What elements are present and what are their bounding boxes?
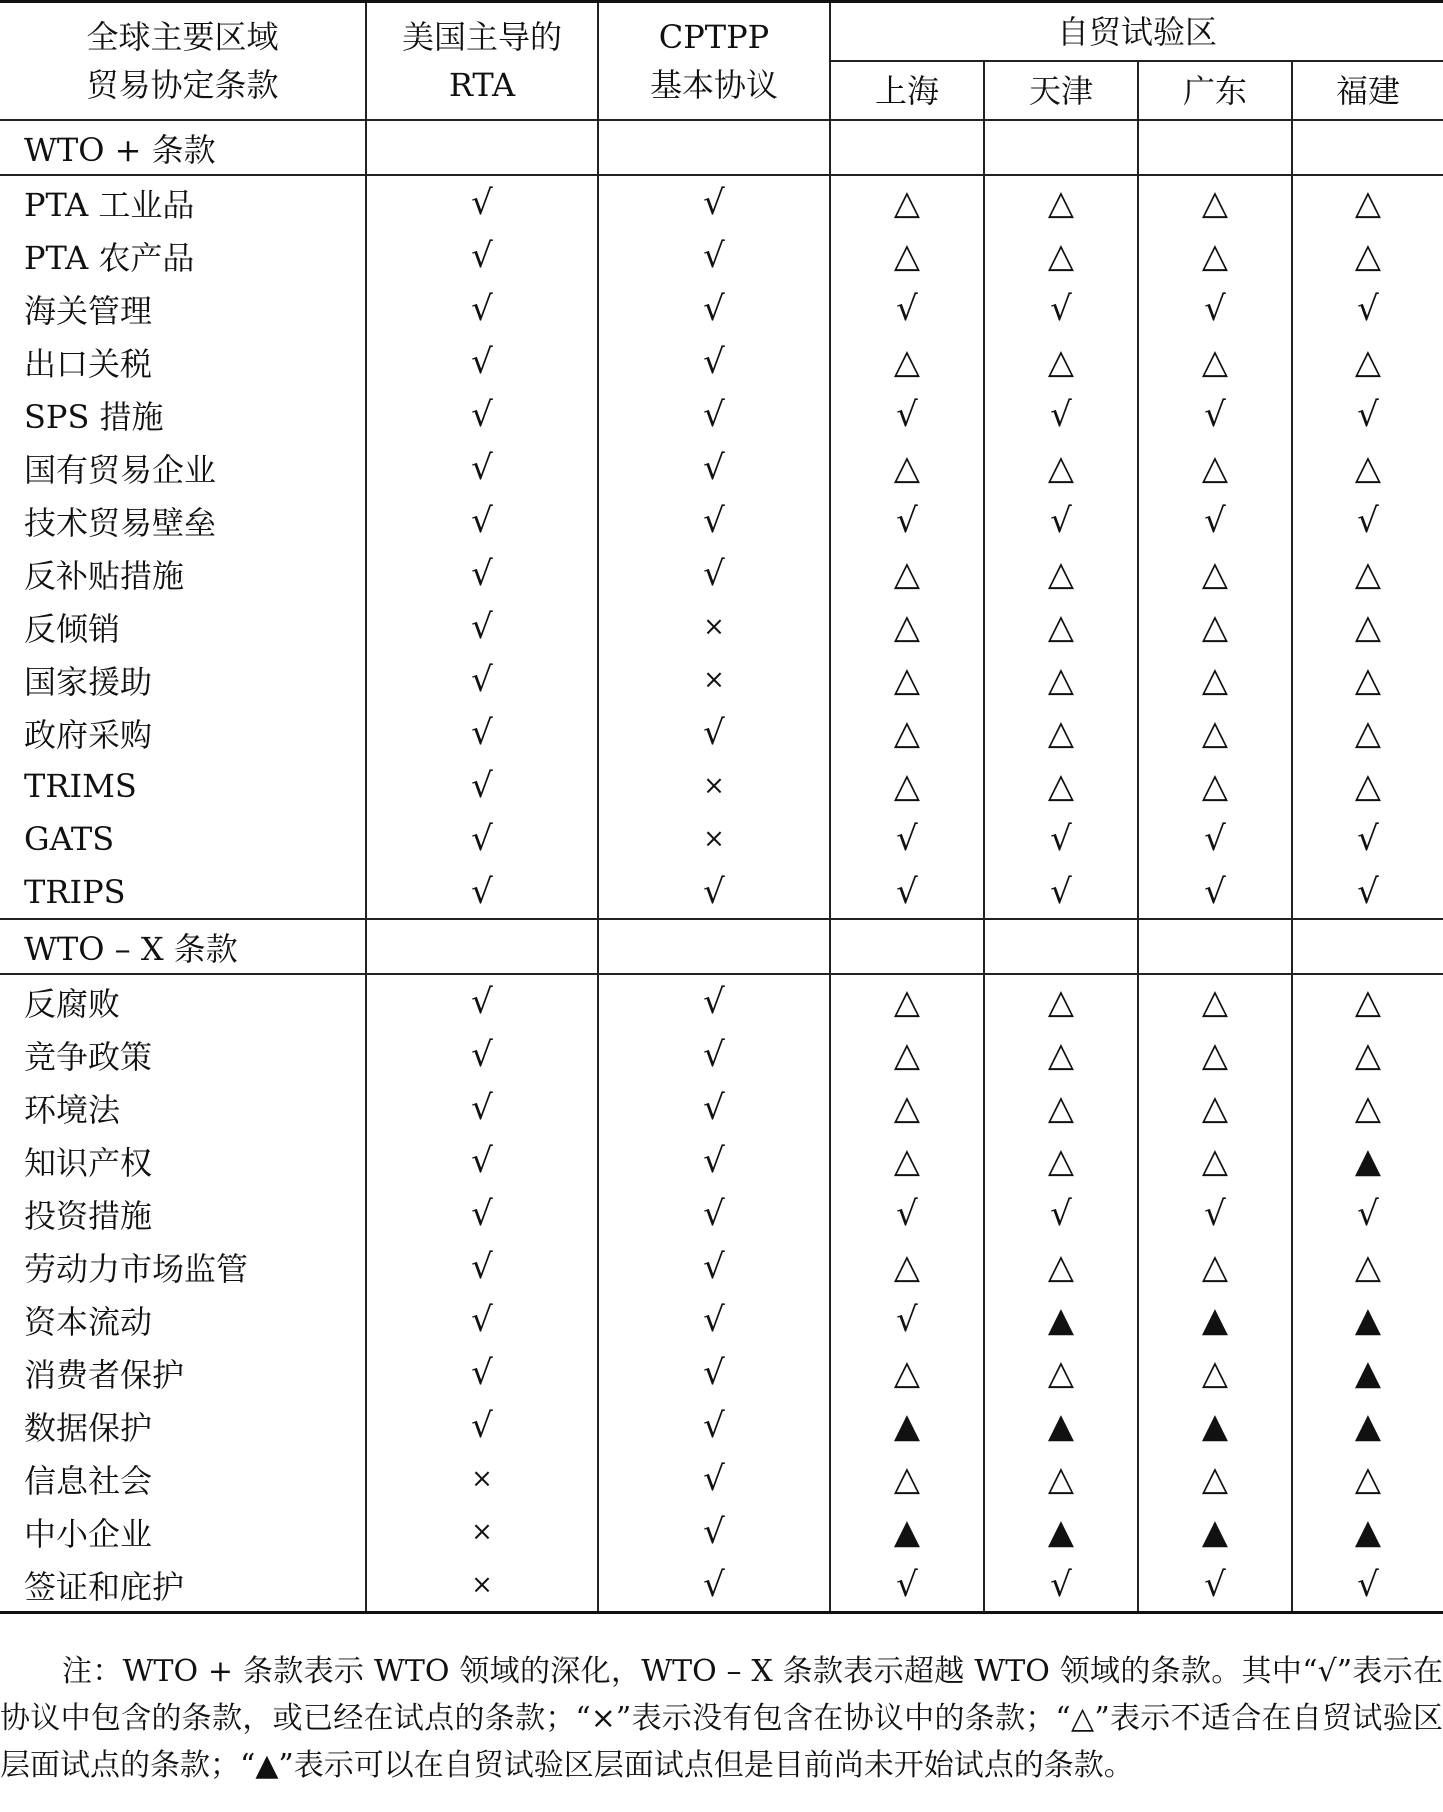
check-mark: √ <box>830 1293 984 1346</box>
row-label: 投资措施 <box>0 1187 366 1240</box>
open-triangle-mark: △ <box>984 441 1138 494</box>
open-triangle-mark: △ <box>830 547 984 600</box>
row-label: 劳动力市场监管 <box>0 1240 366 1293</box>
open-triangle-mark: △ <box>1138 759 1292 812</box>
table-body <box>0 120 1443 1613</box>
cross-mark: × <box>598 653 830 706</box>
row-label: 政府采购 <box>0 706 366 759</box>
check-mark: √ <box>984 1558 1138 1613</box>
table-row <box>0 1558 1443 1613</box>
open-triangle-mark: △ <box>984 1134 1138 1187</box>
table-row <box>0 282 1443 335</box>
open-triangle-mark: △ <box>984 759 1138 812</box>
header-cptpp-line1: CPTPP <box>658 18 770 56</box>
check-mark: √ <box>598 1028 830 1081</box>
check-mark: √ <box>1138 812 1292 865</box>
check-mark: √ <box>984 388 1138 441</box>
cross-mark: × <box>366 1505 598 1558</box>
row-label: 资本流动 <box>0 1293 366 1346</box>
check-mark: √ <box>598 175 830 229</box>
check-mark: √ <box>366 1399 598 1452</box>
table-row <box>0 229 1443 282</box>
check-mark: √ <box>366 388 598 441</box>
section-empty-cell <box>830 919 984 974</box>
check-mark: √ <box>366 706 598 759</box>
check-mark: √ <box>1138 1187 1292 1240</box>
open-triangle-mark: △ <box>1292 759 1443 812</box>
filled-triangle-mark: ▲ <box>830 1505 984 1558</box>
open-triangle-mark: △ <box>1292 1028 1443 1081</box>
check-mark: √ <box>366 547 598 600</box>
open-triangle-mark: △ <box>1138 229 1292 282</box>
check-mark: √ <box>366 335 598 388</box>
check-mark: √ <box>598 335 830 388</box>
check-mark: √ <box>366 1240 598 1293</box>
check-mark: √ <box>830 494 984 547</box>
row-label: 反倾销 <box>0 600 366 653</box>
check-mark: √ <box>830 1558 984 1613</box>
open-triangle-mark: △ <box>830 1134 984 1187</box>
section-title: WTO + 条款 <box>0 120 366 175</box>
check-mark: √ <box>366 282 598 335</box>
check-mark: √ <box>1138 282 1292 335</box>
check-mark: √ <box>598 1346 830 1399</box>
check-mark: √ <box>830 812 984 865</box>
open-triangle-mark: △ <box>1138 1452 1292 1505</box>
open-triangle-mark: △ <box>984 547 1138 600</box>
section-empty-cell <box>1292 120 1443 175</box>
table-row <box>0 600 1443 653</box>
check-mark: √ <box>366 974 598 1028</box>
section-empty-cell <box>1292 919 1443 974</box>
check-mark: √ <box>1292 494 1443 547</box>
check-mark: √ <box>984 494 1138 547</box>
open-triangle-mark: △ <box>1292 441 1443 494</box>
check-mark: √ <box>1292 1187 1443 1240</box>
open-triangle-mark: △ <box>830 441 984 494</box>
row-label: 技术贸易壁垒 <box>0 494 366 547</box>
open-triangle-mark: △ <box>830 1028 984 1081</box>
header-cptpp-column <box>598 2 830 121</box>
filled-triangle-mark: ▲ <box>1292 1134 1443 1187</box>
check-mark: √ <box>598 1399 830 1452</box>
cross-mark: × <box>598 759 830 812</box>
table-row <box>0 706 1443 759</box>
cross-mark: × <box>366 1452 598 1505</box>
header-clause-line1: 全球主要区域 <box>86 18 279 56</box>
table-row <box>0 1452 1443 1505</box>
check-mark: √ <box>984 865 1138 919</box>
open-triangle-mark: △ <box>984 1081 1138 1134</box>
open-triangle-mark: △ <box>830 175 984 229</box>
section-empty-cell <box>366 120 598 175</box>
check-mark: √ <box>830 865 984 919</box>
table-row <box>0 441 1443 494</box>
open-triangle-mark: △ <box>1138 175 1292 229</box>
check-mark: √ <box>598 1134 830 1187</box>
check-mark: √ <box>598 974 830 1028</box>
check-mark: √ <box>598 1505 830 1558</box>
open-triangle-mark: △ <box>830 1240 984 1293</box>
filled-triangle-mark: ▲ <box>984 1293 1138 1346</box>
table-row <box>0 1081 1443 1134</box>
check-mark: √ <box>984 812 1138 865</box>
open-triangle-mark: △ <box>1292 600 1443 653</box>
table-row <box>0 1346 1443 1399</box>
table-row <box>0 1293 1443 1346</box>
open-triangle-mark: △ <box>984 1346 1138 1399</box>
check-mark: √ <box>366 1028 598 1081</box>
open-triangle-mark: △ <box>984 600 1138 653</box>
check-mark: √ <box>366 229 598 282</box>
header-zone-shanghai: 上海 <box>830 61 984 120</box>
open-triangle-mark: △ <box>830 759 984 812</box>
check-mark: √ <box>1138 388 1292 441</box>
open-triangle-mark: △ <box>1292 653 1443 706</box>
check-mark: √ <box>598 494 830 547</box>
open-triangle-mark: △ <box>1138 653 1292 706</box>
row-label: 国有贸易企业 <box>0 441 366 494</box>
check-mark: √ <box>366 1346 598 1399</box>
open-triangle-mark: △ <box>830 600 984 653</box>
filled-triangle-mark: ▲ <box>1292 1505 1443 1558</box>
open-triangle-mark: △ <box>1292 229 1443 282</box>
check-mark: √ <box>598 706 830 759</box>
check-mark: √ <box>1292 282 1443 335</box>
check-mark: √ <box>598 1293 830 1346</box>
check-mark: √ <box>366 1187 598 1240</box>
open-triangle-mark: △ <box>830 1346 984 1399</box>
check-mark: √ <box>366 759 598 812</box>
open-triangle-mark: △ <box>1292 1081 1443 1134</box>
open-triangle-mark: △ <box>1138 547 1292 600</box>
check-mark: √ <box>366 865 598 919</box>
row-label: 反补贴措施 <box>0 547 366 600</box>
section-title: WTO – X 条款 <box>0 919 366 974</box>
check-mark: √ <box>830 282 984 335</box>
row-label: GATS <box>0 812 366 865</box>
open-triangle-mark: △ <box>1292 1240 1443 1293</box>
check-mark: √ <box>366 494 598 547</box>
open-triangle-mark: △ <box>984 229 1138 282</box>
check-mark: √ <box>366 1081 598 1134</box>
open-triangle-mark: △ <box>830 1081 984 1134</box>
row-label: 出口关税 <box>0 335 366 388</box>
filled-triangle-mark: ▲ <box>984 1505 1138 1558</box>
section-empty-cell <box>830 120 984 175</box>
table-row <box>0 974 1443 1028</box>
table-row <box>0 1240 1443 1293</box>
check-mark: √ <box>366 1134 598 1187</box>
check-mark: √ <box>598 282 830 335</box>
header-clause-column <box>0 2 366 121</box>
table-row <box>0 759 1443 812</box>
header-us-rta-line2: RTA <box>448 66 516 104</box>
header-zone-tianjin: 天津 <box>984 61 1138 120</box>
table-row <box>0 1187 1443 1240</box>
table-row <box>0 1028 1443 1081</box>
open-triangle-mark: △ <box>1138 1134 1292 1187</box>
row-label: TRIPS <box>0 865 366 919</box>
section-empty-cell <box>366 919 598 974</box>
check-mark: √ <box>598 388 830 441</box>
check-mark: √ <box>366 653 598 706</box>
row-label: 国家援助 <box>0 653 366 706</box>
table-row <box>0 653 1443 706</box>
open-triangle-mark: △ <box>1138 1346 1292 1399</box>
open-triangle-mark: △ <box>1292 547 1443 600</box>
cross-mark: × <box>598 600 830 653</box>
open-triangle-mark: △ <box>984 1028 1138 1081</box>
open-triangle-mark: △ <box>830 653 984 706</box>
table-row <box>0 1134 1443 1187</box>
row-label: 签证和庇护 <box>0 1558 366 1613</box>
row-label: 竞争政策 <box>0 1028 366 1081</box>
check-mark: √ <box>1138 494 1292 547</box>
row-label: 反腐败 <box>0 974 366 1028</box>
row-label: PTA 工业品 <box>0 175 366 229</box>
open-triangle-mark: △ <box>984 974 1138 1028</box>
table-row <box>0 865 1443 919</box>
section-empty-cell <box>984 919 1138 974</box>
open-triangle-mark: △ <box>984 706 1138 759</box>
open-triangle-mark: △ <box>1138 974 1292 1028</box>
table-row <box>0 388 1443 441</box>
check-mark: √ <box>598 1187 830 1240</box>
open-triangle-mark: △ <box>830 229 984 282</box>
check-mark: √ <box>366 812 598 865</box>
filled-triangle-mark: ▲ <box>1292 1346 1443 1399</box>
check-mark: √ <box>1292 1558 1443 1613</box>
open-triangle-mark: △ <box>830 706 984 759</box>
row-label: 环境法 <box>0 1081 366 1134</box>
row-label: 海关管理 <box>0 282 366 335</box>
open-triangle-mark: △ <box>984 175 1138 229</box>
section-empty-cell <box>984 120 1138 175</box>
check-mark: √ <box>830 1187 984 1240</box>
header-us-rta-line1: 美国主导的 <box>401 18 562 56</box>
open-triangle-mark: △ <box>984 653 1138 706</box>
row-label: 知识产权 <box>0 1134 366 1187</box>
table-row <box>0 335 1443 388</box>
check-mark: √ <box>984 1187 1138 1240</box>
open-triangle-mark: △ <box>1138 600 1292 653</box>
row-label: PTA 农产品 <box>0 229 366 282</box>
row-label: 数据保护 <box>0 1399 366 1452</box>
open-triangle-mark: △ <box>1138 441 1292 494</box>
open-triangle-mark: △ <box>1292 175 1443 229</box>
check-mark: √ <box>598 547 830 600</box>
open-triangle-mark: △ <box>1138 1028 1292 1081</box>
check-mark: √ <box>1292 388 1443 441</box>
open-triangle-mark: △ <box>1292 974 1443 1028</box>
filled-triangle-mark: ▲ <box>1292 1293 1443 1346</box>
check-mark: √ <box>366 175 598 229</box>
row-label: 中小企业 <box>0 1505 366 1558</box>
open-triangle-mark: △ <box>984 1240 1138 1293</box>
check-mark: √ <box>366 1293 598 1346</box>
open-triangle-mark: △ <box>830 1452 984 1505</box>
header-zone-guangdong: 广东 <box>1138 61 1292 120</box>
header-cptpp-line2: 基本协议 <box>649 66 778 104</box>
table-footnote: 注：WTO + 条款表示 WTO 领域的深化，WTO – X 条款表示超越 WTO 领域的条款。其中“√”表示在协议中包含的条款，或已经在试点的条款；“×”表示没有包含在协议中的条款；“△”表示不适合在自贸试验区层面试点的条款；“▲”表示可以在自贸试验区层面试点但是目前尚未开始试点的条款。 <box>0 1654 1443 1783</box>
section-header-row <box>0 919 1443 974</box>
table-row <box>0 175 1443 229</box>
check-mark: √ <box>366 600 598 653</box>
header-us-rta-column <box>366 2 598 121</box>
open-triangle-mark: △ <box>1138 335 1292 388</box>
table-row <box>0 1505 1443 1558</box>
filled-triangle-mark: ▲ <box>984 1399 1138 1452</box>
filled-triangle-mark: ▲ <box>1138 1293 1292 1346</box>
row-label: SPS 措施 <box>0 388 366 441</box>
open-triangle-mark: △ <box>1138 1081 1292 1134</box>
open-triangle-mark: △ <box>984 1452 1138 1505</box>
header-clause-line2: 贸易协定条款 <box>86 66 279 104</box>
check-mark: √ <box>1292 865 1443 919</box>
cross-mark: × <box>598 812 830 865</box>
open-triangle-mark: △ <box>1292 335 1443 388</box>
open-triangle-mark: △ <box>1292 706 1443 759</box>
open-triangle-mark: △ <box>830 335 984 388</box>
section-empty-cell <box>598 919 830 974</box>
check-mark: √ <box>1138 865 1292 919</box>
check-mark: √ <box>598 1558 830 1613</box>
section-empty-cell <box>1138 120 1292 175</box>
cross-mark: × <box>366 1558 598 1613</box>
table-row <box>0 812 1443 865</box>
section-header-row <box>0 120 1443 175</box>
row-label: 消费者保护 <box>0 1346 366 1399</box>
row-label: 信息社会 <box>0 1452 366 1505</box>
open-triangle-mark: △ <box>1138 706 1292 759</box>
header-zone-fujian: 福建 <box>1292 61 1443 120</box>
filled-triangle-mark: ▲ <box>1292 1399 1443 1452</box>
filled-triangle-mark: ▲ <box>830 1399 984 1452</box>
check-mark: √ <box>984 282 1138 335</box>
check-mark: √ <box>598 865 830 919</box>
filled-triangle-mark: ▲ <box>1138 1505 1292 1558</box>
check-mark: √ <box>366 441 598 494</box>
check-mark: √ <box>598 229 830 282</box>
check-mark: √ <box>598 1081 830 1134</box>
section-empty-cell <box>598 120 830 175</box>
section-empty-cell <box>1138 919 1292 974</box>
open-triangle-mark: △ <box>1138 1240 1292 1293</box>
open-triangle-mark: △ <box>984 335 1138 388</box>
header-ftz-group: 自贸试验区 <box>830 2 1443 62</box>
open-triangle-mark: △ <box>830 974 984 1028</box>
check-mark: √ <box>1292 812 1443 865</box>
table-row <box>0 1399 1443 1452</box>
check-mark: √ <box>830 388 984 441</box>
table-row <box>0 494 1443 547</box>
check-mark: √ <box>598 441 830 494</box>
filled-triangle-mark: ▲ <box>1138 1399 1292 1452</box>
check-mark: √ <box>598 1240 830 1293</box>
row-label: TRIMS <box>0 759 366 812</box>
open-triangle-mark: △ <box>1292 1452 1443 1505</box>
check-mark: √ <box>1138 1558 1292 1613</box>
check-mark: √ <box>598 1452 830 1505</box>
table-row <box>0 547 1443 600</box>
